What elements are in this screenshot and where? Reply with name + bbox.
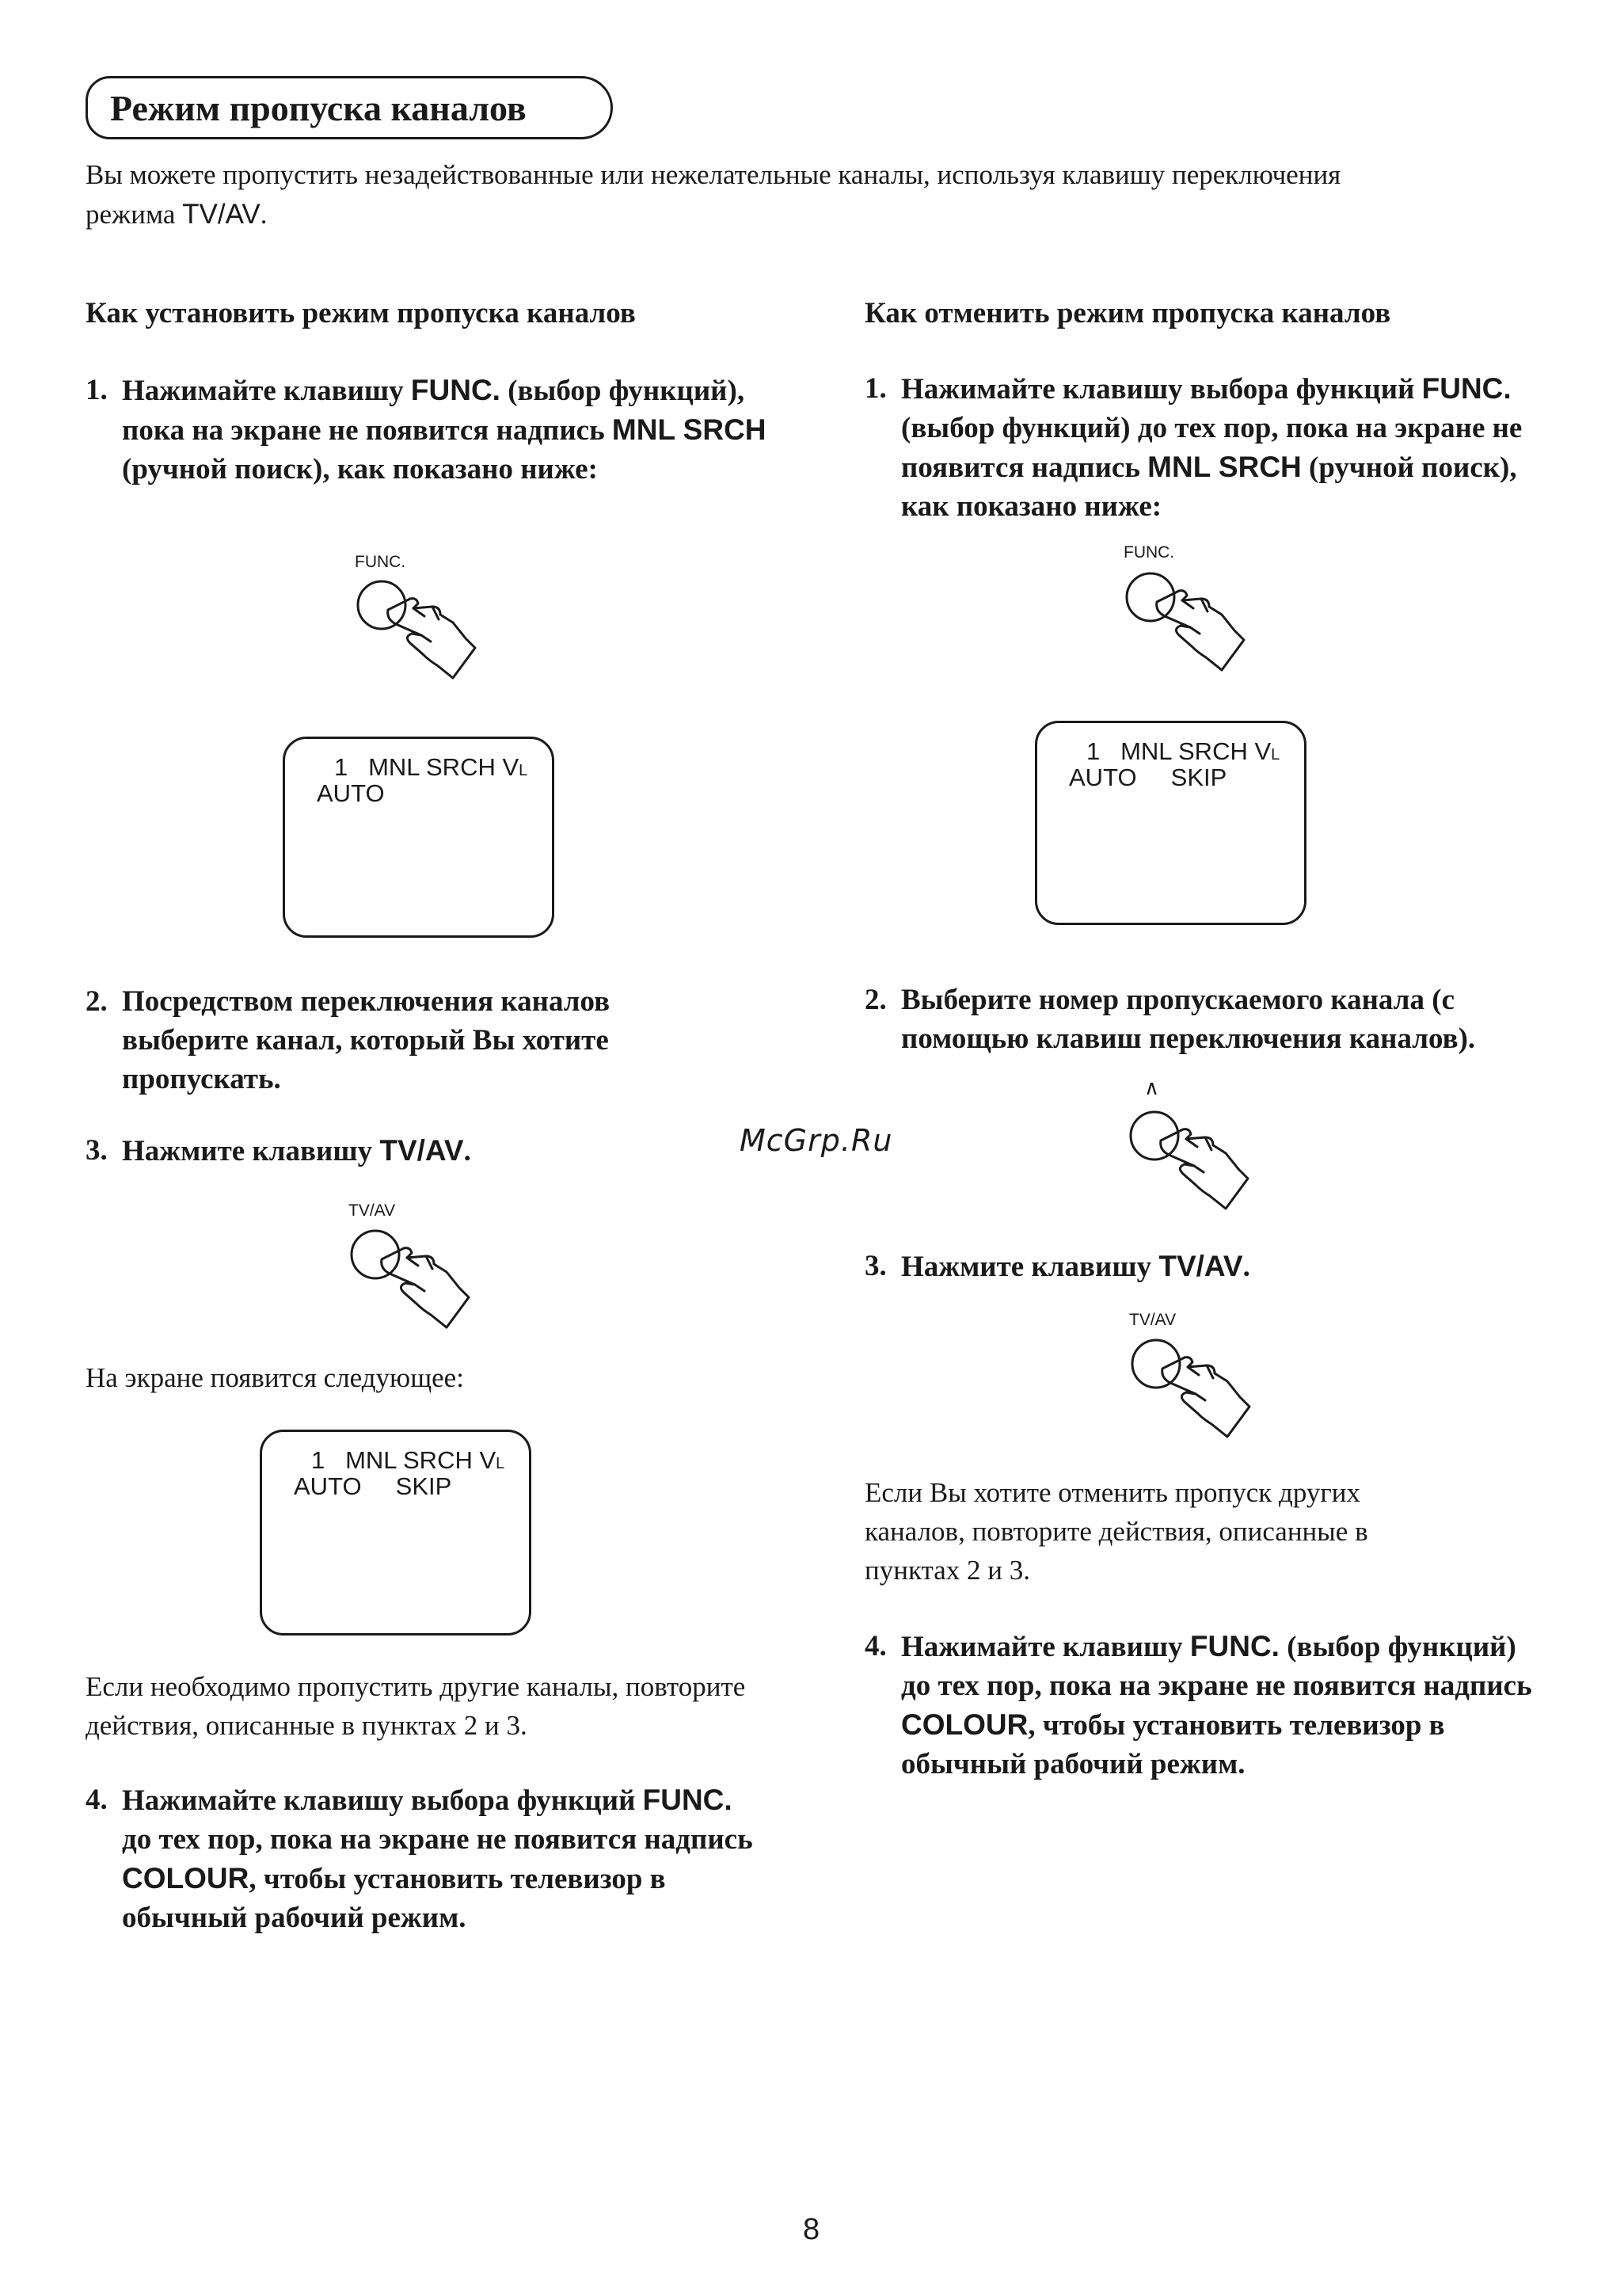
right-step-1-text-c: (ручной поиск), как показано ниже: bbox=[901, 451, 1517, 523]
intro-end: . bbox=[260, 199, 268, 230]
left-step-1-key: FUNC. bbox=[410, 374, 500, 406]
left-step-4-text-a: Нажимайте клавишу выбора функций bbox=[122, 1784, 643, 1817]
left-screen-2-line-2 bbox=[294, 1473, 451, 1500]
intro-key: TV/AV bbox=[182, 199, 261, 230]
right-step-2 bbox=[865, 981, 1561, 1058]
right-step-4-text-c: , чтобы установить телевизор в обычный рабочий режим. bbox=[901, 1709, 1445, 1780]
left-screen-2-vsub: L bbox=[496, 1455, 505, 1472]
intro-text: Вы можете пропустить незадействованные или нежелательные каналы, используя клавишу переключения режима bbox=[86, 159, 1341, 230]
right-step-1-num: 1. bbox=[865, 372, 887, 405]
left-tv-screen-2 bbox=[260, 1430, 531, 1636]
left-screen-1-mode: MNL SRCH bbox=[368, 753, 496, 781]
right-step-3-end: . bbox=[1242, 1251, 1250, 1283]
right-step-1-key2: MNL SRCH bbox=[1147, 451, 1302, 483]
left-heading: Как установить режим пропуска каналов bbox=[86, 297, 636, 329]
right-step-3-key: TV/AV bbox=[1158, 1250, 1243, 1282]
right-step-4-text-a: Нажимайте клавишу bbox=[901, 1631, 1190, 1663]
left-step-3 bbox=[86, 1131, 766, 1171]
right-up-button-label: ∧ bbox=[1144, 1076, 1160, 1099]
left-step-1-text-c: (ручной поиск), как показано ниже: bbox=[122, 453, 598, 486]
title-box bbox=[86, 76, 613, 139]
page-title: Режим пропуска каналов bbox=[110, 87, 527, 128]
left-step-4-key2: COLOUR bbox=[122, 1862, 249, 1894]
right-tvav-button-label: TV/AV bbox=[1129, 1311, 1177, 1329]
right-step-4 bbox=[865, 1627, 1561, 1784]
right-step-4-num: 4. bbox=[865, 1630, 887, 1662]
right-screen-1-v: V bbox=[1254, 737, 1272, 765]
left-step-4-text-c: , чтобы установить телевизор в обычный рабочий режим. bbox=[122, 1863, 666, 1934]
left-step-4-num: 4. bbox=[86, 1784, 108, 1816]
left-step-1-key2: MNL SRCH bbox=[611, 413, 766, 446]
right-screen-1-skip: SKIP bbox=[1170, 764, 1227, 791]
right-step-3-num: 3. bbox=[865, 1250, 887, 1282]
right-step-4-text-b: (выбор функций) до тех пор, пока на экране не появится надпись bbox=[901, 1631, 1532, 1702]
left-screen-1-v: V bbox=[502, 753, 519, 781]
watermark: McGrp.Ru bbox=[740, 1123, 893, 1158]
right-step-4-key2: COLOUR bbox=[901, 1708, 1029, 1741]
right-up-press-icon bbox=[1128, 1106, 1266, 1217]
right-func-press-icon bbox=[1124, 567, 1262, 678]
right-step-3 bbox=[865, 1247, 1561, 1286]
left-step-4 bbox=[86, 1780, 766, 1937]
right-step-1 bbox=[865, 369, 1561, 526]
right-screen-1-channel: 1 bbox=[1086, 737, 1101, 765]
left-step-4-text-b: до тех пор, пока на экране не появится надпись bbox=[122, 1823, 753, 1856]
left-step-2-text: Посредством переключения каналов выберите канал, который Вы хотите пропускать. bbox=[122, 985, 610, 1095]
left-func-button-label: FUNC. bbox=[355, 553, 406, 571]
left-note: Если необходимо пропустить другие каналы, повторите действия, описанные в пунктах 2 и 3. bbox=[86, 1671, 746, 1741]
left-step-1-text-a: Нажимайте клавишу bbox=[122, 375, 411, 407]
left-tvav-button-label: TV/AV bbox=[348, 1201, 396, 1220]
right-tv-screen-1 bbox=[1035, 721, 1306, 925]
left-step-3-text: Нажмите клавишу bbox=[122, 1135, 380, 1167]
left-step-2 bbox=[86, 982, 766, 1099]
right-note: Если Вы хотите отменить пропуск других каналов, повторите действия, описанные в пунктах 2 и 3. bbox=[865, 1477, 1368, 1586]
left-screen-1-channel: 1 bbox=[334, 753, 348, 781]
right-heading: Как отменить режим пропуска каналов bbox=[865, 297, 1391, 329]
left-screen-2-status: AUTO bbox=[294, 1472, 362, 1500]
right-step-2-num: 2. bbox=[865, 984, 887, 1016]
left-screen-2-channel: 1 bbox=[311, 1446, 325, 1474]
left-screen-2-skip: SKIP bbox=[395, 1472, 452, 1500]
left-step-2-num: 2. bbox=[86, 985, 108, 1018]
right-tvav-press-icon bbox=[1129, 1334, 1268, 1445]
left-step-3-end: . bbox=[463, 1135, 471, 1167]
right-step-3-text: Нажмите клавишу bbox=[901, 1251, 1159, 1283]
left-step-1-text-b: (выбор функций), пока на экране не появится надпись bbox=[122, 375, 745, 447]
right-step-1-text-a: Нажимайте клавишу выбора функций bbox=[901, 373, 1422, 406]
right-screen-1-vsub: L bbox=[1271, 746, 1280, 764]
right-step-1-key: FUNC. bbox=[1421, 372, 1512, 405]
left-appears-text: На экране появится следующее: bbox=[86, 1362, 464, 1393]
left-screen-1-status: AUTO bbox=[317, 779, 385, 807]
right-screen-1-status: AUTO bbox=[1069, 764, 1137, 791]
left-screen-2-v: V bbox=[479, 1446, 496, 1474]
right-step-4-key: FUNC. bbox=[1189, 1630, 1280, 1662]
left-step-4-key: FUNC. bbox=[642, 1784, 732, 1816]
left-step-1 bbox=[86, 371, 766, 489]
left-func-press-icon bbox=[355, 575, 493, 686]
page-number: 8 bbox=[803, 2213, 820, 2246]
left-step-3-key: TV/AV bbox=[379, 1134, 464, 1167]
left-screen-2-mode: MNL SRCH bbox=[345, 1446, 473, 1474]
left-step-1-num: 1. bbox=[86, 374, 108, 406]
left-tv-screen-1 bbox=[283, 737, 554, 938]
right-step-1-text-b: (выбор функций) до тех пор, пока на экране не появится надпись bbox=[901, 412, 1523, 484]
left-screen-1-vsub: L bbox=[519, 762, 528, 779]
left-tvav-press-icon bbox=[348, 1224, 487, 1335]
left-screen-1-line-2 bbox=[317, 780, 385, 807]
left-step-3-num: 3. bbox=[86, 1134, 108, 1167]
intro-paragraph bbox=[86, 155, 1432, 234]
right-func-button-label: FUNC. bbox=[1124, 543, 1175, 562]
right-screen-1-mode: MNL SRCH bbox=[1120, 737, 1248, 765]
right-step-2-text: Выберите номер пропускаемого канала (с помощью клавиш переключения каналов). bbox=[901, 984, 1476, 1055]
right-screen-1-line-2 bbox=[1069, 764, 1227, 791]
